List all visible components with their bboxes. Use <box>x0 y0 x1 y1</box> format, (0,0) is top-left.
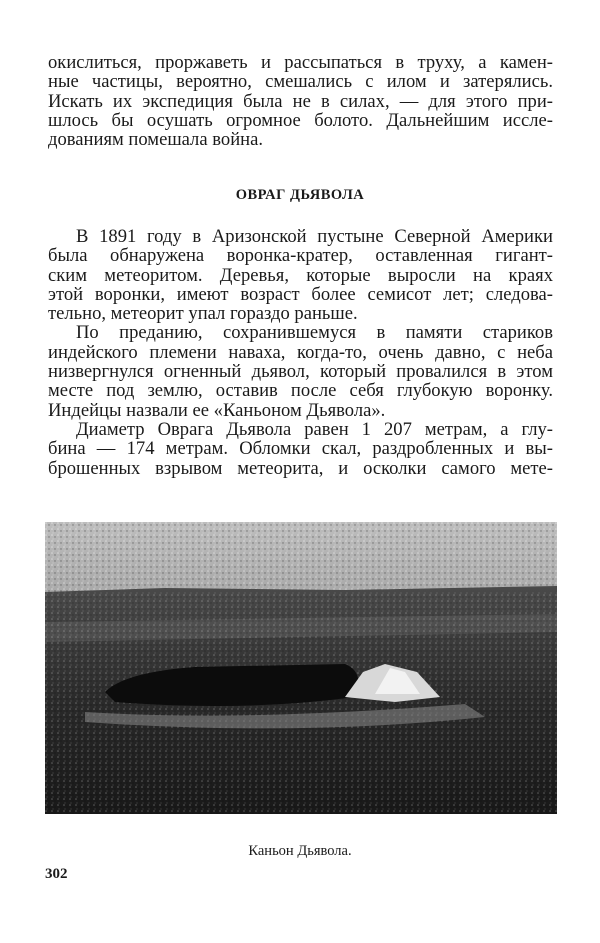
text-line: бина — 174 метрам. Обломки скал, раздробленных и вы- <box>48 438 553 460</box>
text-line: Индейцы назвали ее «Каньоном Дьявола». <box>48 399 386 421</box>
text-line: Искать их экспедиция была не в силах, — для этого при- <box>48 90 553 112</box>
page-number: 302 <box>45 866 68 882</box>
text-line: индейского племени наваха, когда-то, очень давно, с неба <box>48 341 553 363</box>
text-line: шлось бы осушать огромное болото. Дальнейшим иссле- <box>48 109 553 131</box>
text-line: была обнаружена воронка-кратер, оставленная гигант- <box>48 245 553 267</box>
text-line: брошенных взрывом метеорита, и осколки самого мете- <box>48 457 553 479</box>
text-line: месте под землю, оставив после себя глубокую воронку. <box>48 380 553 402</box>
body-text <box>48 227 553 478</box>
text-line: ные частицы, вероятно, смешались с илом и затерялись. <box>48 71 553 93</box>
section-heading: ОВРАГ ДЬЯВОЛА <box>235 187 365 203</box>
text-line: тельно, метеорит упал гораздо раньше. <box>48 303 358 325</box>
text-line: окислиться, проржаветь и рассыпаться в труху, а камен- <box>48 52 553 73</box>
text-line: ским метеоритом. Деревья, которые выросли на краях <box>48 264 553 286</box>
figure-caption: Каньон Дьявола. <box>248 843 352 859</box>
text-line: низвергнулся огненный дьявол, который провалился в этом <box>48 361 553 383</box>
crater-photograph <box>45 522 557 814</box>
text-line: По преданию, сохранившемуся в памяти стариков <box>76 322 553 344</box>
continuation-paragraph <box>48 53 553 149</box>
text-line: этой воронки, имеют возраст более семисот лет; следова- <box>48 283 553 305</box>
text-line: В 1891 году в Аризонской пустыне Северной Америки <box>76 226 553 247</box>
text-line: дованиям помешала война. <box>48 129 263 151</box>
text-line: Диаметр Оврага Дьявола равен 1 207 метрам, а глу- <box>76 418 553 440</box>
